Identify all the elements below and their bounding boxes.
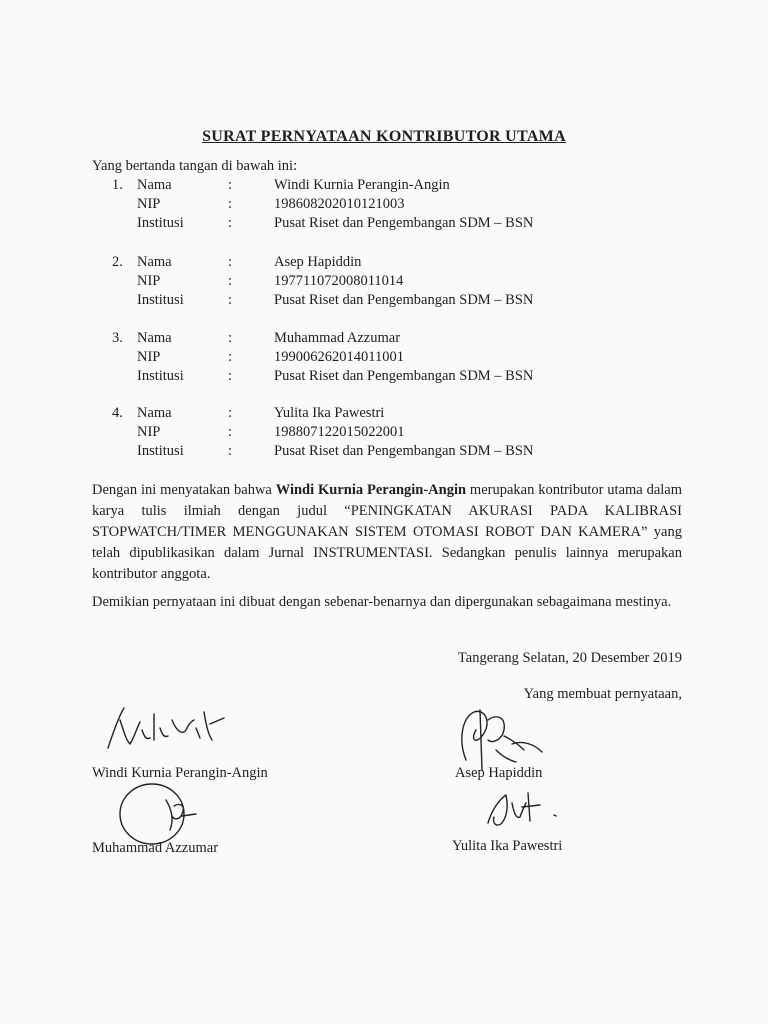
signer-asep: Asep Hapiddin [455,765,543,781]
institution-label: Institusi [137,215,184,231]
person-number: 3. [112,330,123,346]
colon: : [228,349,233,365]
signer-muhammad: Muhammad Azzumar [92,840,219,856]
person-institution: Pusat Riset dan Pengembangan SDM – BSN [274,215,534,231]
institution-label: Institusi [137,368,184,384]
name-label: Nama [137,177,172,193]
person-number: 2. [112,254,123,270]
place-date: Tangerang Selatan, 20 Desember 2019 [457,650,682,666]
colon: : [228,368,233,384]
name-label: Nama [137,405,172,421]
signer-yulita: Yulita Ika Pawestri [452,838,563,854]
nip-label: NIP [137,349,161,365]
person-name: Asep Hapiddin [274,254,362,270]
maker-label: Yang membuat pernyataan, [523,686,682,702]
person-name: Windi Kurnia Perangin-Angin [274,177,450,193]
signature-windi [100,700,230,760]
colon: : [228,292,233,308]
colon: : [228,330,233,346]
person-institution: Pusat Riset dan Pengembangan SDM – BSN [274,292,534,308]
closing-paragraph: Demikian pernyataan ini dibuat dengan sebenar-benarnya dan dipergunakan sebagaimana mestinya. [92,594,672,610]
institution-label: Institusi [137,443,184,459]
name-label: Nama [137,254,172,270]
colon: : [228,215,233,231]
colon: : [228,424,233,440]
signer-windi: Windi Kurnia Perangin-Angin [92,765,268,781]
nip-label: NIP [137,196,161,212]
colon: : [228,196,233,212]
colon: : [228,443,233,459]
colon: : [228,405,233,421]
nip-label: NIP [137,424,161,440]
person-nip: 198608202010121003 [274,196,405,212]
person-nip: 199006262014011001 [274,349,404,365]
person-institution: Pusat Riset dan Pengembangan SDM – BSN [274,368,534,384]
colon: : [228,177,233,193]
person-institution: Pusat Riset dan Pengembangan SDM – BSN [274,443,534,459]
person-nip: 198807122015022001 [274,424,405,440]
document-title: SURAT PERNYATAAN KONTRIBUTOR UTAMA [202,128,566,145]
colon: : [228,273,233,289]
institution-label: Institusi [137,292,184,308]
statement-paragraph [92,480,682,585]
person-name: Muhammad Azzumar [274,330,401,346]
person-number: 1. [112,177,123,193]
main-contributor-name: Windi Kurnia Perangin-Angin [275,482,467,498]
colon: : [228,254,233,270]
person-number: 4. [112,405,123,421]
statement-text-start: Dengan ini menyatakan bahwa [92,482,276,498]
signature-yulita [478,785,568,835]
statement-text-end: merupakan kontributor utama dalam karya tulis ilmiah dengan judul “PENINGKATAN AKURASI PADA KALIBRASI STOPWATCH/TIMER MENGGUNAKAN SISTEM OTOMASI ROBOT DAN KAMERA” yang telah dipublikasikan dalam Jurnal INSTRUMENTASI. Sedangkan penulis lainnya merupakan kontributor anggota. [92,482,683,582]
person-nip: 197711072008011014 [274,273,404,289]
nip-label: NIP [137,273,161,289]
intro-text: Yang bertanda tangan di bawah ini: [92,158,298,174]
name-label: Nama [137,330,172,346]
person-name: Yulita Ika Pawestri [274,405,385,421]
